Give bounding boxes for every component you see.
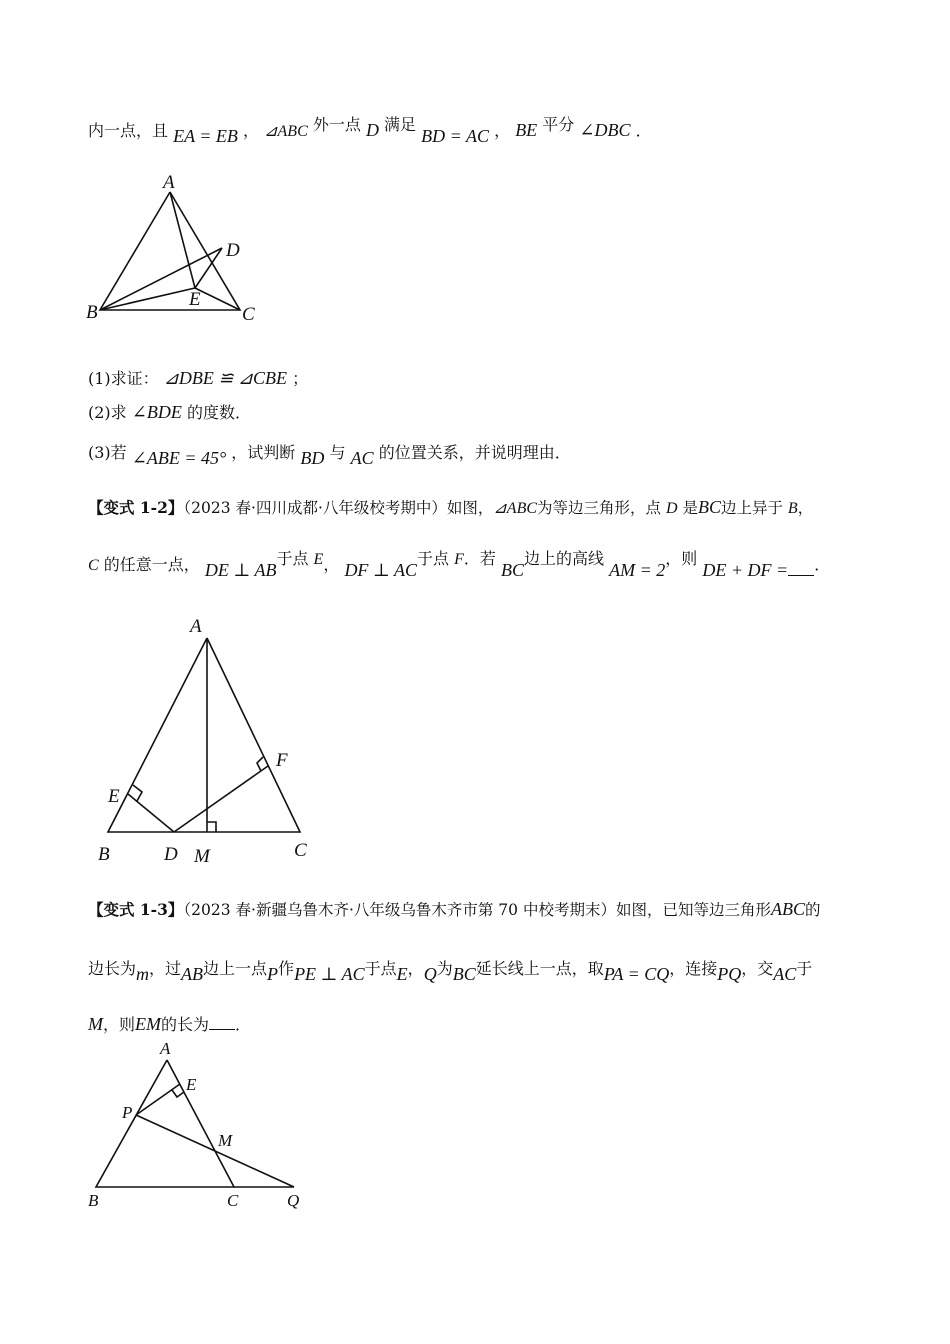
variant-1-2-line-2 [88, 549, 831, 580]
fig3-line-PE [136, 1084, 180, 1115]
fig3-label-M: M [218, 1131, 233, 1150]
text: （2023 春·四川成都·八年级校考期中）如图， [183, 499, 494, 517]
text: ， [494, 121, 511, 140]
math: BE [515, 120, 538, 140]
math: BD = AC [421, 126, 489, 146]
math: EA = EB [173, 126, 238, 146]
math: ∠ABE = 45° [131, 448, 227, 468]
fig1-label-E: E [189, 289, 201, 310]
fig2-label-B: B [98, 844, 110, 865]
text: ， [243, 121, 260, 140]
text: ，则 [665, 549, 698, 568]
text: 边长为 [88, 959, 137, 978]
text: 的度数． [186, 403, 251, 422]
fig2-right-angle-F [257, 757, 263, 771]
text: ，连接 [669, 959, 718, 978]
math: E [396, 964, 408, 984]
math: AC [350, 448, 374, 468]
math: P [267, 964, 279, 984]
text: ，则 [103, 1015, 136, 1034]
math: ∠BDE [131, 402, 182, 422]
fig3-label-A: A [160, 1039, 171, 1058]
math: EM [135, 1014, 162, 1034]
math: ABC [770, 899, 805, 919]
math: AC [773, 964, 797, 984]
variant-1-3-line-3 [88, 1012, 251, 1035]
fig2-label-E: E [108, 786, 120, 807]
fig3-label-B: B [88, 1191, 99, 1210]
text: 满足 [384, 115, 417, 134]
text: 为等边三角形，点 [537, 499, 666, 517]
math: ⊿DBE ≌ ⊿CBE [163, 368, 287, 388]
math: C [88, 557, 99, 574]
text: 作 [278, 959, 295, 978]
text: 于点 [364, 959, 397, 978]
text: 的位置关系，并说明理由． [378, 443, 571, 462]
variant-1-2-line-1 [88, 496, 813, 518]
math: D [665, 500, 678, 517]
fig2-triangle [108, 638, 300, 832]
math: PQ [717, 964, 742, 984]
variant-tag: 【变式 1-3】 [88, 900, 184, 919]
text: ，过 [149, 959, 182, 978]
math: m [136, 964, 150, 984]
question-2 [88, 400, 251, 423]
text: 边上异于 [720, 499, 788, 517]
text: (2)求 [88, 403, 127, 422]
math: ⊿ABC [264, 123, 308, 140]
variant-1-3-line-2 [88, 956, 813, 984]
text: ， [407, 959, 424, 978]
text: 延长线上一点，取 [475, 959, 604, 978]
text: ， [323, 555, 340, 574]
text: 的 [804, 901, 821, 919]
fig3-line-PQ [136, 1115, 294, 1187]
fig1-line-AE [170, 192, 195, 288]
text: 是 [677, 499, 698, 517]
text: ，交 [741, 959, 774, 978]
problem-top-intro [88, 115, 652, 146]
math: E [313, 551, 324, 568]
fig2-label-D: D [164, 844, 178, 865]
fig2-line-DF [174, 766, 268, 832]
fig2-line-DE [128, 794, 174, 832]
text: 的任意一点， [98, 555, 200, 574]
fig1-label-D: D [226, 240, 240, 261]
variant-1-3-line-1 [88, 898, 820, 920]
question-3 [88, 440, 571, 468]
math: M [88, 1014, 103, 1034]
text: 为 [436, 959, 453, 978]
math: Q [423, 964, 437, 984]
fig1-label-B: B [86, 302, 98, 323]
text: 外一点 [312, 115, 361, 134]
fig3-right-angle-E [172, 1090, 184, 1097]
math: DF ⊥ AC [344, 560, 418, 580]
math: BC [697, 497, 721, 517]
fig2-label-F: F [276, 750, 288, 771]
text: (3)若 [88, 443, 127, 462]
text: (1)求证： [88, 369, 159, 388]
math: D [365, 120, 379, 140]
math: B [787, 500, 798, 517]
text: ． [814, 555, 831, 574]
question-1 [88, 366, 308, 389]
text: ， [797, 499, 814, 517]
fig3-triangle [96, 1060, 234, 1187]
text: 内一点，且 [88, 121, 169, 140]
fig2-right-angle-M [207, 822, 216, 832]
math: DE + DF = [702, 560, 789, 580]
math: BC [452, 964, 476, 984]
text: 于点 [276, 549, 314, 568]
text: 与 [329, 443, 346, 462]
figure-3 [84, 1040, 324, 1220]
fig1-triangle [100, 192, 240, 310]
fig3-label-C: C [227, 1191, 239, 1210]
answer-blank [209, 1015, 235, 1030]
math: AM = 2 [609, 560, 666, 580]
answer-blank [788, 561, 814, 576]
fig1-line-BE [100, 288, 195, 310]
fig2-label-A: A [190, 616, 202, 637]
text: 边上一点 [203, 959, 268, 978]
fig2-label-C: C [294, 840, 307, 861]
fig1-label-A: A [163, 172, 175, 193]
text: （2023 春·新疆乌鲁木齐·八年级乌鲁木齐市第 70 中校考期末）如图，已知等边三角形 [183, 901, 771, 919]
variant-tag: 【变式 1-2】 [88, 498, 184, 517]
text: ； [292, 369, 309, 388]
text: 边上的高线 [524, 549, 605, 568]
math: ∠DBC [579, 120, 631, 140]
math: PE ⊥ AC [294, 964, 365, 984]
text: ，试判断 [231, 443, 296, 462]
math: BC [501, 560, 525, 580]
fig2-label-M: M [194, 846, 210, 867]
fig3-label-E: E [186, 1075, 197, 1094]
math: DE ⊥ AB [204, 560, 277, 580]
fig3-label-Q: Q [287, 1191, 300, 1210]
math: AB [181, 964, 204, 984]
math: BD [300, 448, 325, 468]
text: 平分 [542, 115, 575, 134]
text: ． [635, 121, 652, 140]
figure-1 [80, 170, 280, 330]
fig1-label-C: C [242, 304, 255, 325]
fig3-label-P: P [122, 1103, 133, 1122]
text: 于点 [417, 549, 455, 568]
text: 的长为 [161, 1015, 210, 1034]
figure-2 [90, 612, 330, 868]
math: F [454, 551, 464, 568]
math: PA = CQ [603, 964, 670, 984]
math: ⊿ABC [493, 500, 538, 517]
text: ．若 [463, 549, 496, 568]
text: 于 [796, 959, 813, 978]
text: ． [235, 1015, 252, 1034]
